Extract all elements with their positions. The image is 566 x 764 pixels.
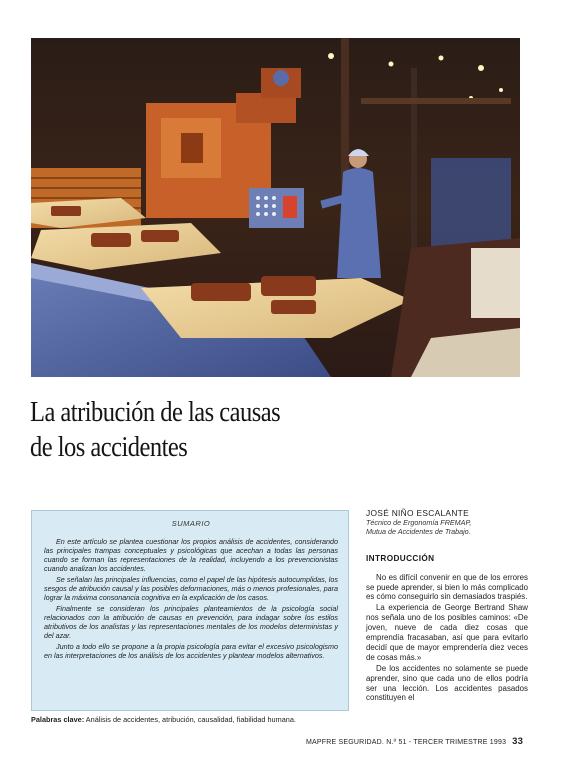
summary-paragraph-2: Se señalan las principales influencias, como el papel de las hipótesis autocumplidas, los sesgos de atribución causal y las posibles deformaciones, más o menos profesionales, para lograr la máxima consonancia cognitiva en la explicación de los casos. xyxy=(44,574,338,603)
foundry-photo xyxy=(31,38,520,377)
author-affiliation-1: Técnico de Ergonomía FREMAP, xyxy=(366,518,472,527)
title-line-1: La atribución de las causas xyxy=(30,397,281,428)
summary-paragraph-3: Finalmente se consideran los principales planteamientos de la psicología social relacionados con la atribución de causas en prevención, para indagar sobre los estilos atributivos de los analistas y las representaciones mentales de los modelos deterministas y del azar. xyxy=(44,603,338,640)
keywords xyxy=(31,715,349,724)
intro-paragraph-3: De los accidentes no solamente se puede aprender, sino que cada uno de ellos podría ser una lección. Los accidentes pasados constituyen el xyxy=(366,663,528,703)
keywords-label: Palabras clave: xyxy=(31,715,85,724)
summary-heading: SUMARIO xyxy=(171,519,211,528)
foundry-photo-illustration xyxy=(31,38,520,377)
author-affiliation-2: Mutua de Accidentes de Trabajo. xyxy=(366,526,471,536)
title-line-2: de los accidentes xyxy=(30,432,188,463)
article-title xyxy=(30,395,357,465)
keywords-text: Análisis de accidentes, atribución, causalidad, fiabilidad humana. xyxy=(85,715,296,724)
page-number: 33 xyxy=(512,736,524,747)
summary-box xyxy=(31,510,349,711)
intro-paragraph-2: La experiencia de George Bertrand Shaw nos señala uno de los posibles caminos: «De joven, nueve de cada diez cosas que emprendía fracasaban, así que para evitarlo decidí que de mayor emprendería diez veces de cosas más.» xyxy=(366,603,528,662)
intro-heading: INTRODUCCIÓN xyxy=(366,553,435,563)
summary-paragraph-4: Junto a todo ello se propone a la propia psicología para evitar el excesivo psicologismo en las interpretaciones de los análisis de los accidentes y plantear modelos alternativos. xyxy=(44,641,338,660)
page-footer xyxy=(306,736,524,747)
summary-paragraph-1: En este artículo se plantea cuestionar los propios análisis de accidentes, considerando las principales trampas conceptuales y psicológicas que acechan a todas las personas cuando se forman las representaciones de la realidad, incluyendo a los prevencionistas cuando analizan los accidentes. xyxy=(44,537,338,574)
journal-info: MAPFRE SEGURIDAD. N.º 51 - TERCER TRIMESTRE 1993 xyxy=(306,739,507,746)
intro-paragraph-1: No es difícil convenir en que de los errores se puede aprender, si bien lo más complicado es cómo conseguirlo sin demasiados traspiés. xyxy=(366,572,528,602)
author-name: JOSÉ NIÑO ESCALANTE xyxy=(366,508,469,518)
article-column xyxy=(366,508,528,704)
